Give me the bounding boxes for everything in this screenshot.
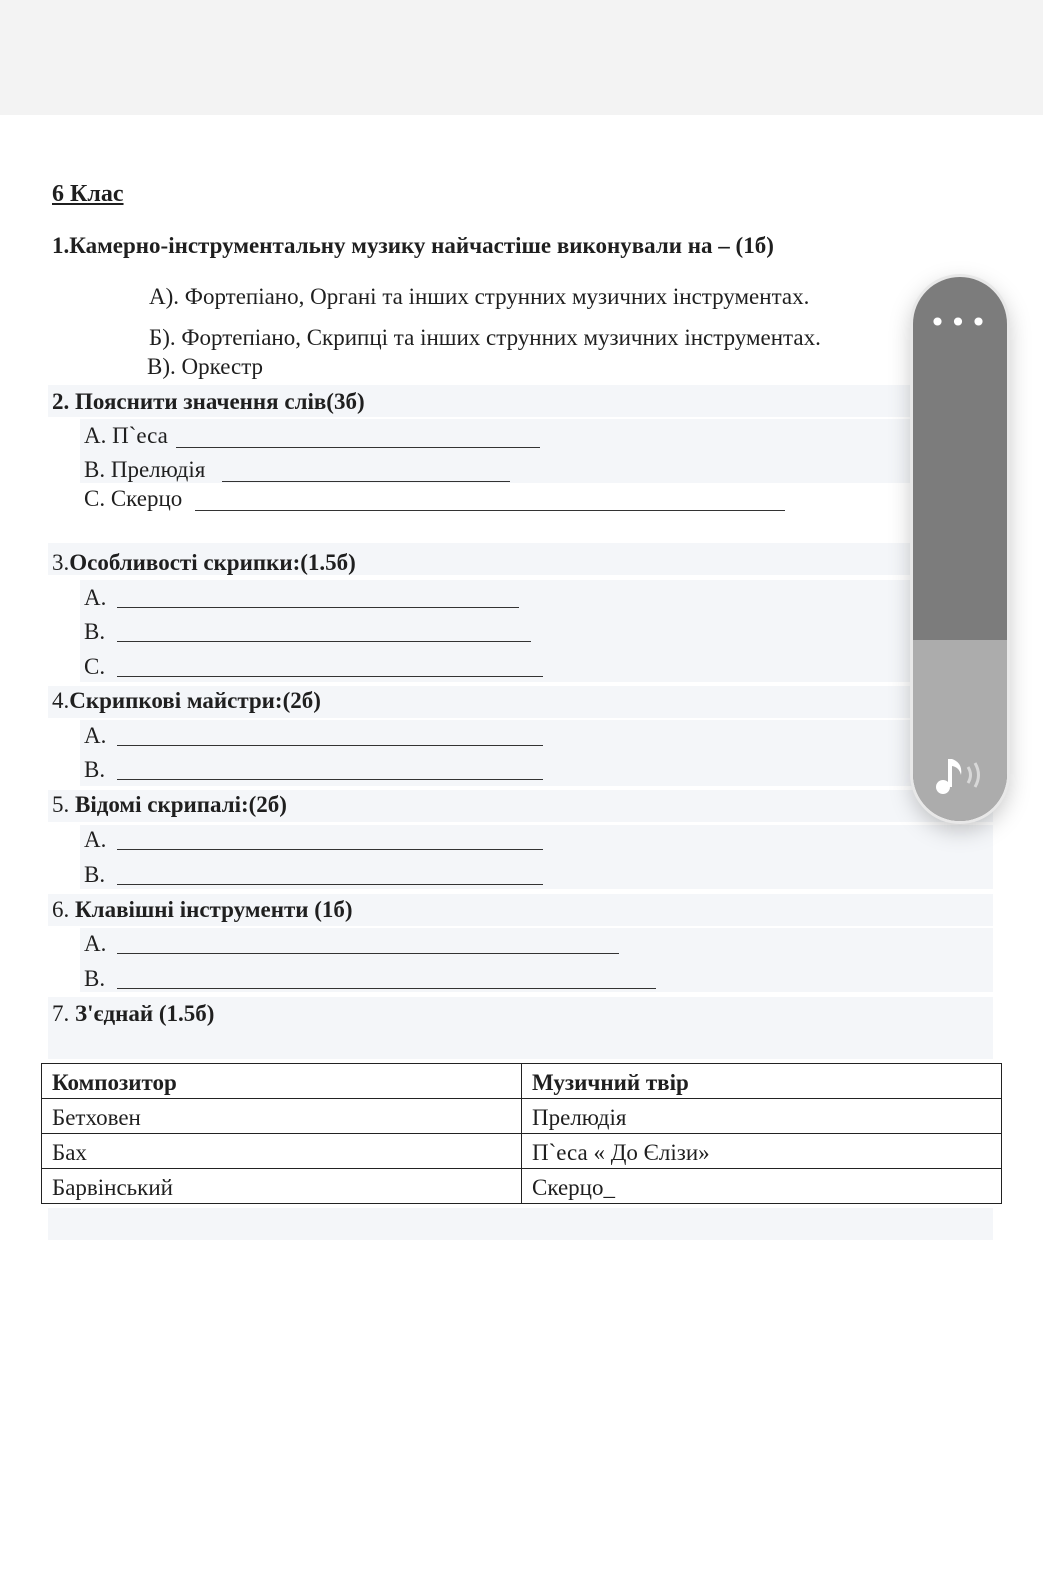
music-note-icon[interactable] (931, 749, 991, 797)
row-band (80, 720, 993, 786)
question-6-text: Клавішні інструменти (1б) (75, 897, 353, 922)
question-4-text: Скрипкові майстри:(2б) (69, 688, 321, 713)
q5-item-b: B. (84, 862, 106, 887)
answer-line[interactable] (176, 447, 540, 448)
q4-item-a: A. (84, 723, 107, 748)
column-header-work: Музичний твір (522, 1064, 1002, 1099)
table-header-row (42, 1064, 1002, 1099)
question-5-number: 5. (52, 792, 75, 817)
q6-item-b: B. (84, 966, 106, 991)
answer-line[interactable] (195, 510, 785, 511)
composer-cell: Барвінський (42, 1169, 522, 1204)
question-2: 2. Пояснити значення слів(3б) (52, 389, 365, 414)
question-4 (52, 687, 321, 715)
table-row (42, 1134, 1002, 1169)
question-3-number: 3. (52, 550, 70, 575)
q2-item-a: A. П`еса (84, 423, 168, 448)
question-3 (52, 549, 356, 577)
q5-item-a: A. (84, 827, 107, 852)
row-band (80, 825, 993, 889)
question-4-number: 4. (52, 688, 70, 713)
question-6-number: 6. (52, 897, 75, 922)
answer-line[interactable] (117, 676, 543, 677)
answer-line[interactable] (117, 953, 619, 954)
answer-line[interactable] (117, 779, 543, 780)
work-cell: П`еса « До Єлізи» (522, 1134, 1002, 1169)
answer-line[interactable] (117, 607, 519, 608)
answer-line[interactable] (117, 641, 531, 642)
table-row (42, 1099, 1002, 1134)
row-band (80, 580, 993, 682)
question-7-text: З'єднай (1.5б) (75, 1001, 215, 1026)
page-title: 6 Клас (52, 181, 124, 207)
question-5-text: Відомі скрипалі:(2б) (75, 792, 287, 817)
column-header-composer: Композитор (42, 1064, 522, 1099)
composer-cell: Бетховен (42, 1099, 522, 1134)
table-row (42, 1169, 1002, 1204)
answer-line[interactable] (117, 849, 543, 850)
answer-line[interactable] (117, 884, 543, 885)
row-band (80, 419, 993, 483)
answer-line[interactable] (117, 988, 656, 989)
q1-option-b: Б). Фортепіано, Скрипці та інших струнних музичних інструментах. (149, 325, 821, 350)
matching-table (41, 1063, 1002, 1204)
q2-item-c: C. Скерцо (84, 486, 183, 511)
q3-item-a: A. (84, 585, 107, 610)
row-band (48, 1208, 993, 1240)
q3-item-b: B. (84, 619, 106, 644)
work-cell: Скерцо_ (522, 1169, 1002, 1204)
question-5 (52, 791, 287, 819)
question-6 (52, 896, 353, 924)
more-dots-icon[interactable]: ••• (929, 306, 991, 339)
question-7 (52, 1000, 214, 1028)
q1-option-a: А). Фортепіано, Органі та інших струнних музичних інструментах. (149, 284, 810, 309)
work-cell: Прелюдія (522, 1099, 1002, 1134)
question-3-text: Особливості скрипки:(1.5б) (69, 550, 356, 575)
q3-item-c: C. (84, 654, 106, 679)
top-bar (0, 0, 1043, 115)
answer-line[interactable] (117, 745, 543, 746)
composer-cell: Бах (42, 1134, 522, 1169)
question-1: 1.Камерно-інструментальну музику найчастіше виконували на – (1б) (52, 233, 774, 258)
floating-audio-widget[interactable] (913, 277, 1007, 821)
q4-item-b: B. (84, 757, 106, 782)
question-7-number: 7. (52, 1001, 75, 1026)
answer-line[interactable] (222, 481, 510, 482)
q1-option-c: В). Оркестр (147, 354, 264, 379)
row-band (80, 928, 993, 992)
q2-item-b: B. Прелюдія (84, 457, 206, 482)
q6-item-a: A. (84, 931, 107, 956)
